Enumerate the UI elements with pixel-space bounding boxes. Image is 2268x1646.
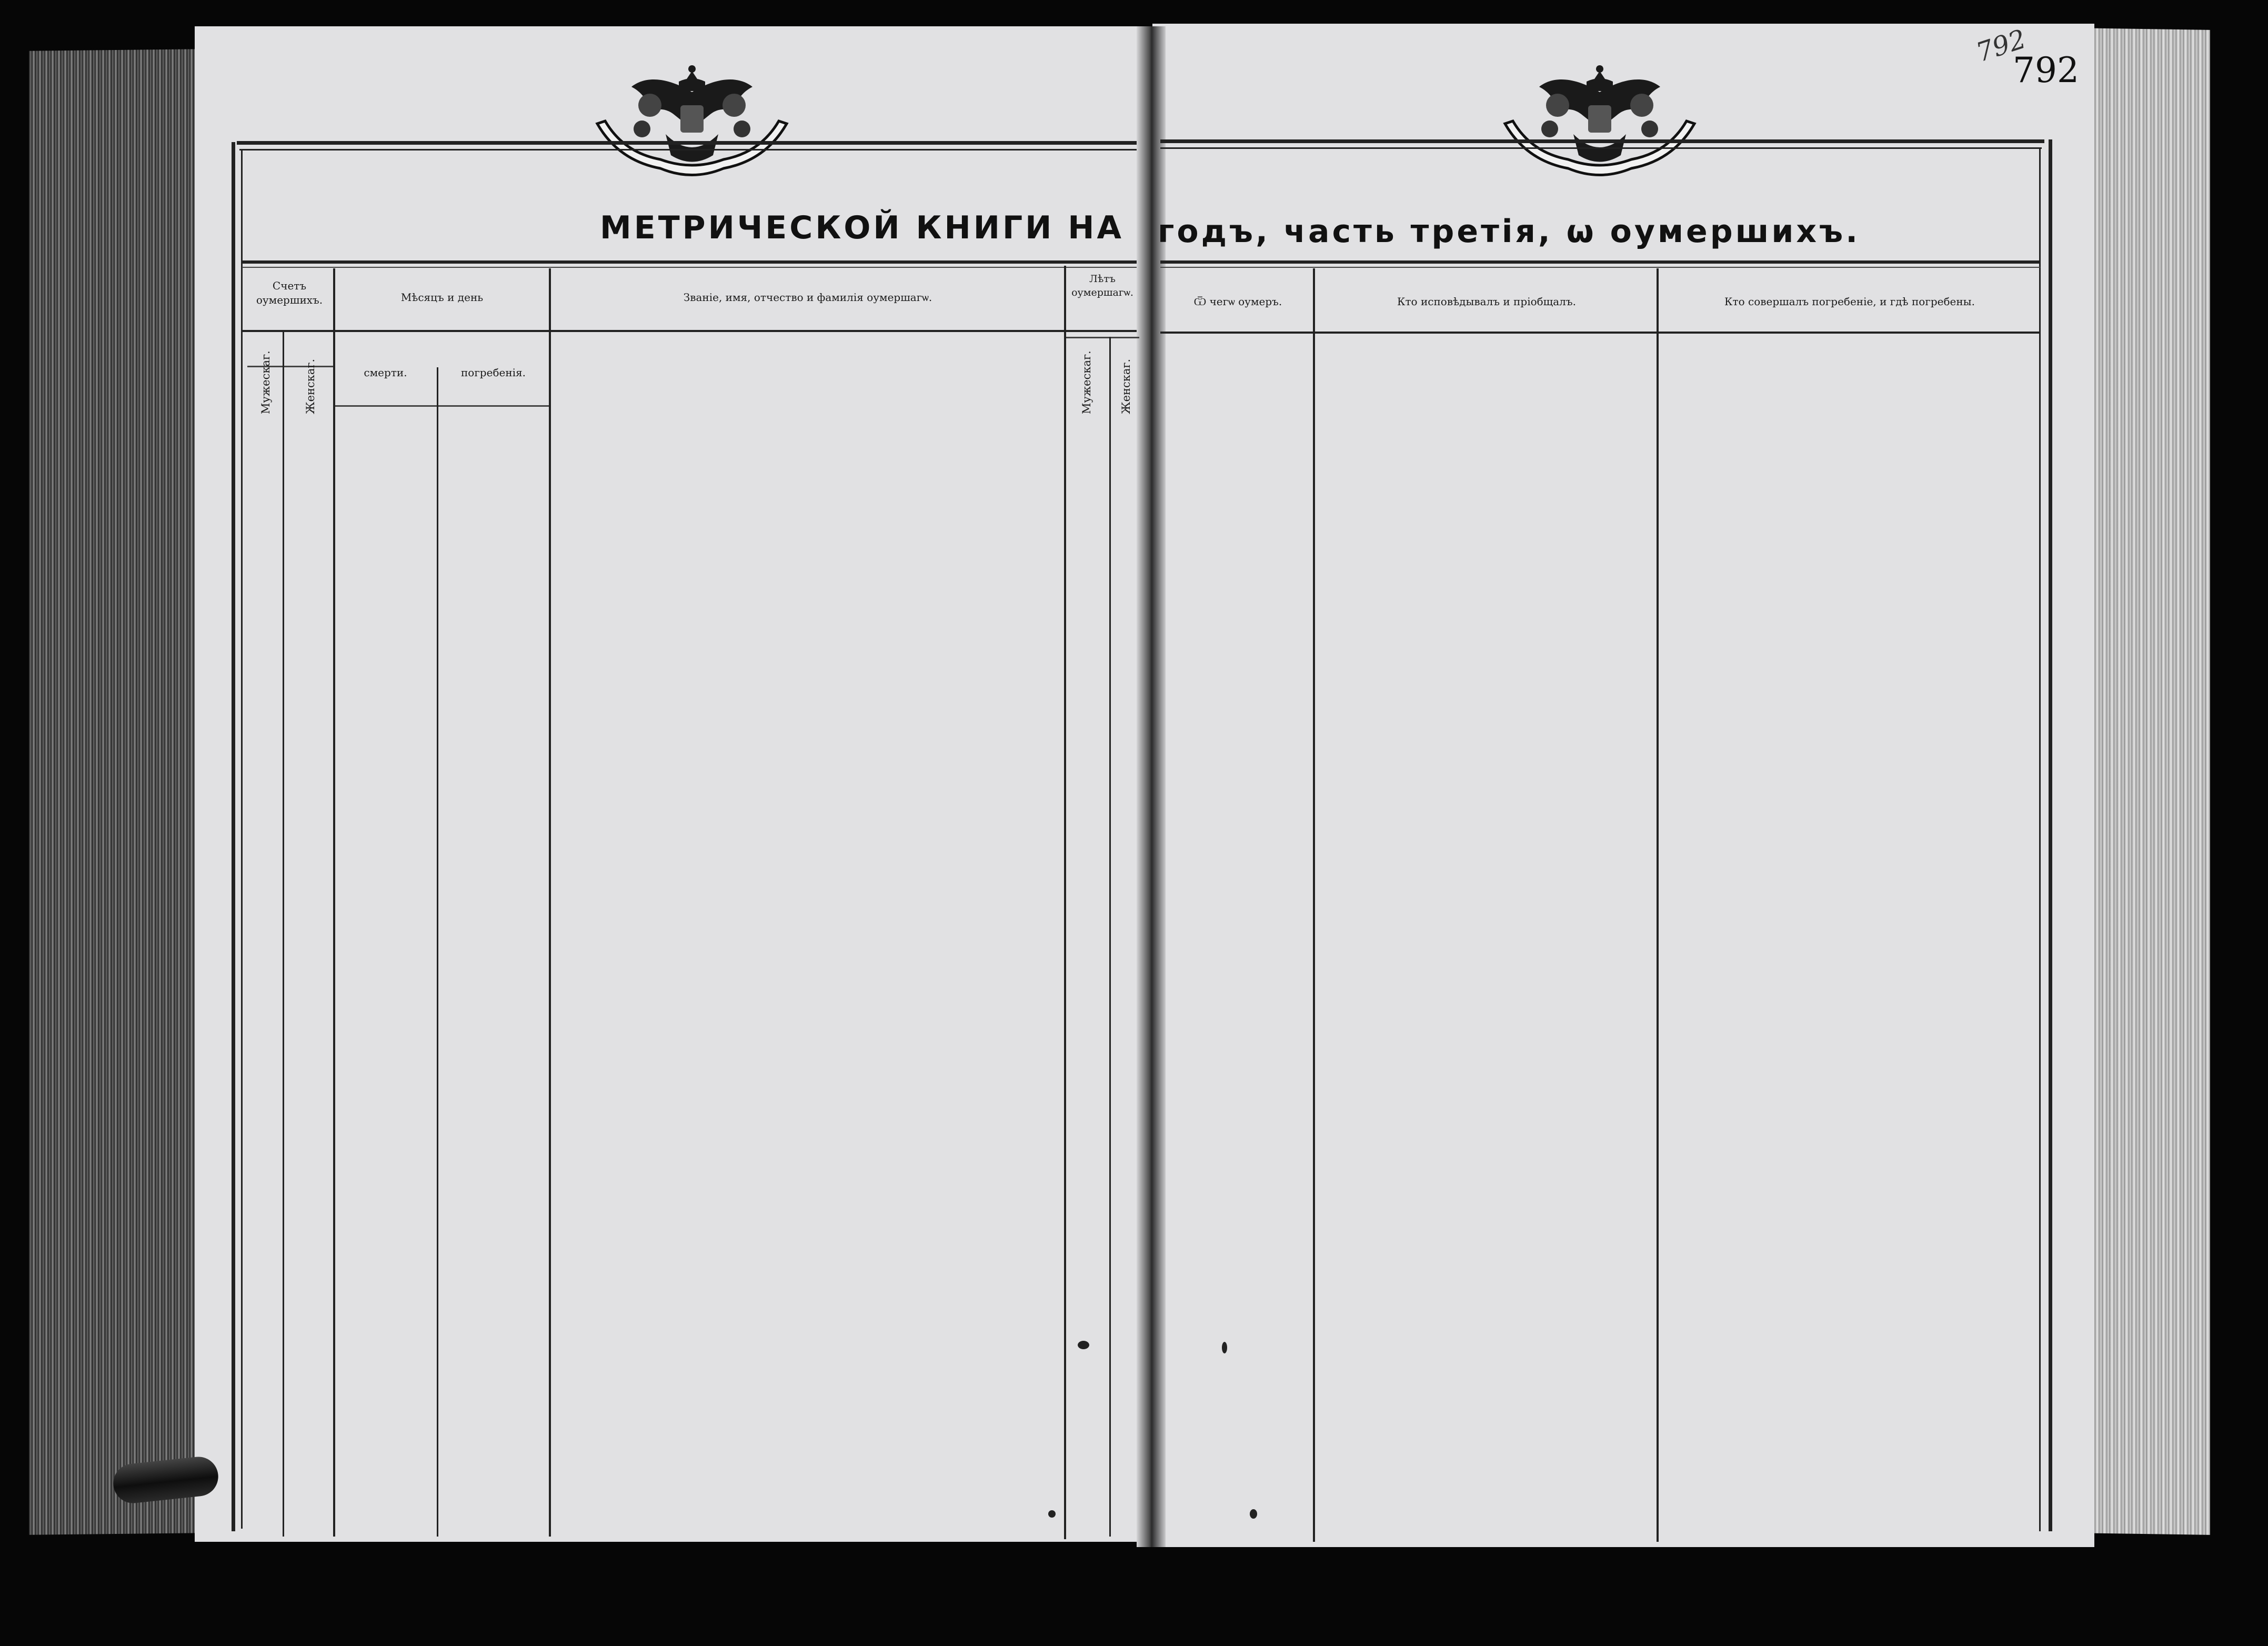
left-title-rule-inner	[242, 267, 1137, 268]
left-col-line-2	[333, 268, 335, 1537]
left-page-edges	[29, 49, 203, 1534]
subheader-death: смерти.	[364, 366, 407, 379]
left-col-line-5	[1064, 266, 1066, 1539]
folio-number: 792	[2013, 50, 2079, 91]
right-col-line-1	[1313, 268, 1315, 1542]
left-frame-left-inner	[241, 150, 243, 1529]
left-header-rule	[242, 330, 1137, 332]
ink-speck	[1048, 1510, 1056, 1518]
subheader-male: Мужескаг.	[259, 350, 272, 414]
left-col-line-4	[549, 268, 551, 1537]
page-title-left: МЕТРИЧЕСКОЙ КНИГИ НА	[600, 209, 1124, 246]
subheader-age-female: Женскаг.	[1120, 358, 1132, 414]
right-frame-top-inner	[1160, 147, 2042, 149]
right-frame-right-inner	[2039, 147, 2041, 1531]
left-col-line-1	[283, 332, 284, 1537]
page-title-right: годъ, часть третiя, ѡ оумершихъ.	[1158, 213, 1861, 250]
header-name: Званiе, имя, отчество и фамилiя оумершагѡ.	[683, 291, 932, 304]
ink-speck	[1250, 1509, 1257, 1519]
ink-speck	[1222, 1342, 1227, 1353]
header-burial-place: Кто совершалъ погребенiе, и гдѣ погребены.	[1724, 295, 1975, 308]
left-col-line-3	[437, 367, 438, 1537]
left-frame-top-inner	[239, 149, 1137, 150]
left-col-line-6	[1109, 337, 1111, 1537]
right-header-rule	[1160, 332, 2040, 334]
right-page	[1152, 24, 2094, 1547]
right-title-rule	[1160, 260, 2040, 264]
ink-speck	[1078, 1341, 1089, 1349]
right-col-line-2	[1657, 268, 1659, 1542]
right-frame-right	[2049, 139, 2052, 1531]
header-month-day: Мѣсяцъ и день	[400, 291, 484, 304]
right-frame-top	[1160, 139, 2044, 143]
folio-number-old: 792	[1972, 23, 2030, 68]
header-confessor: Кто исповѣдывалъ и прiобщалъ.	[1397, 295, 1576, 308]
subheader-age-male: Мужескаг.	[1080, 350, 1093, 414]
left-page	[195, 26, 1150, 1542]
right-title-rule-inner	[1160, 267, 2040, 268]
left-frame-left	[232, 142, 235, 1531]
header-cause: Ѿ чегѡ оумеръ.	[1193, 295, 1282, 308]
left-subheader-rule-month	[334, 405, 550, 407]
subheader-burial: погребенiя.	[460, 366, 526, 379]
header-age: Лѣтъ оумершагѡ.	[1071, 273, 1133, 298]
subheader-female: Женскаг.	[304, 358, 317, 414]
left-frame-top	[237, 141, 1137, 145]
crest-right-icon	[1494, 55, 1705, 192]
crest-left-icon	[587, 55, 797, 192]
header-count: Счетъ оумершихъ.	[256, 279, 323, 306]
left-title-rule	[242, 260, 1137, 264]
left-subheader-rule-age	[1066, 337, 1139, 338]
book-gutter	[1137, 26, 1166, 1547]
